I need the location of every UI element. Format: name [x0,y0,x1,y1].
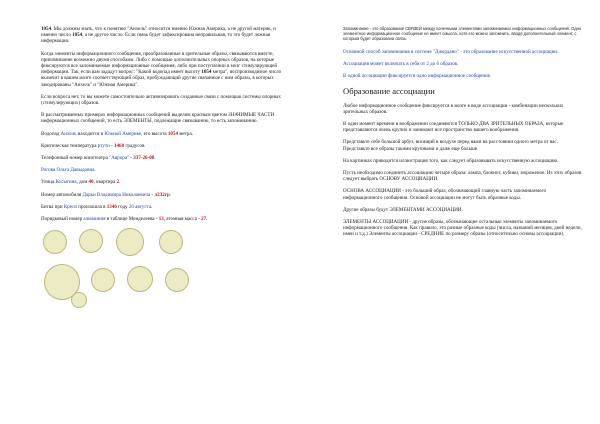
example-address: Улица Косыгина, дом 40, квартира 2. [41,179,121,186]
image-circle [159,230,183,254]
example-battle: Битва при Креси произошла в 1346 году 26 августа. [41,203,153,210]
right-column [343,26,583,244]
highlight: Анхель [60,130,77,137]
paragraph-9: ОСНОВА АССОЦИАЦИИ - это больший образ, обозначающий главную часть запоминаемого информационного сообщения. Основой ассоциации не могут быть образные коды. [343,188,547,201]
paragraph-association-size: Ассоциация может включать в себя от 2 до 6 образов. [343,61,459,68]
image-circle [127,266,153,292]
image-circle [165,268,189,292]
image-circle [71,292,87,308]
image-circle [79,229,103,253]
example-phone: Телефонный номер кинотеатра "Аврора" - 337-26-00. [41,155,156,162]
image-circle [43,230,67,254]
highlight: Дарьи Владимира Николаевича [82,191,151,198]
definition-note: Запоминание - это образование СВЯЗЕЙ между конечными элементами запоминаемых информационных сообщений. Одно элементное информационное сообщение не имеет смысла, хотя его можно запомнить, вводя дополнительный элемент, с которым будет образована связь. [343,26,582,41]
highlight: Южной Америке [104,130,142,137]
paragraph-5: В один момент времени в воображении соединяются ТОЛЬКО ДВА ЗРИТЕЛЬНЫХ ОБРАЗА, которые представляются очень крупно и занимают все пространство вашего воображения. [343,121,564,134]
highlight: 1054 [167,130,178,137]
example-aluminium: Порядковый номер алюминия в таблице Менделеева - 13, атомная масса - 27. [41,216,208,223]
highlight: Рогова Ольга Давыдовна [41,167,95,174]
paragraph-10: Другие образы будут ЭЛЕМЕНТАМИ АССОЦИАЦИИ. [343,206,463,213]
paragraph-main-method: Основной способ запоминания в системе "Джордано" - это образование искусственной ассоциации. [343,49,559,55]
highlight: Косыгина [55,179,77,186]
highlight: "Аврора" [109,155,130,162]
highlight: 13 [158,216,164,223]
highlight: алюминия [83,216,106,223]
paragraph-8: Пусть необходимо соединить ассоциацию четыре образа: лампа, блокнот, кубики, мороженое. Из этих образов следует выбрать ОСНОВУ АССОЦИАЦИИ. [343,170,582,183]
left-column [41,26,293,308]
paragraph-3: Если вопроса нет, то вы можете самостоятельно активизировать созданные связи с помощью системы опорных (стимулирующих) образов. [41,93,281,107]
number: 1054 [41,26,52,32]
paragraph-1: 1054. Мы должны знать, что к понятию "Анхель" относится именно Южная Америка, а не другой материк, и именно число 1054, а не другое число. Если связь будет зафиксирована неправильная, то это будет ложная информация. [41,26,276,45]
highlight: Креси [63,203,78,210]
highlight: л232гр [154,191,170,198]
example-waterfall: Водопад Анхель находится в Южной Америке, его высота 1054 метра. [41,130,193,137]
paragraph-one-message: В одной ассоциации фиксируется одно информационное сообщение. [343,73,492,80]
example-name: Рогова Ольга Давыдовна. [41,167,96,174]
highlight: 2 [116,179,120,186]
image-circle [91,268,115,292]
number: 1054 [201,69,212,76]
paragraph-2: Когда элементы информационного сообщения, преобразованные в зрительные образы, связываются вместе, припоминание возможно двумя способами. Либо с помощью дополнительных опорных образов, на которые фиксируются все запоминаемые информационные сообщения, либо при поступлении в мозг стимулирующей информации. Так, если вам зададут вопрос: "Какой водопад имеет высоту 1054 метра", воспроизводимое число включит в вашем мозге соответствующий образ, пробуждающий другие связанные с ним образы, в которых закодированы "Анхель" и "Южная Америка". [41,50,282,88]
highlight: 26 августа [128,203,152,210]
section-heading: Образование ассоциации [343,85,435,96]
highlight: 1346 [106,203,117,210]
example-mercury: Критическая температура ртути - 1460 градусов. [41,142,146,149]
paragraph-6: Представьте себе большой арбуз, висящий в воздухе перед вами на расстоянии одного метра от вас. Представьте все образы такими крупными и даже еще больше. [343,139,558,152]
paragraph-4: Любое информационное сообщение фиксируется в мозге в виде ассоциации - комбинации нескольких зрительных образов. [343,102,564,115]
highlight: 1460 [114,142,125,149]
paragraph-7: На картинках приводится иллюстрация того, как следует образовывать искусственную ассоциацию. [343,157,559,164]
number: 1054 [72,32,83,39]
highlight: 337-26-00 [133,155,155,162]
example-car: Номер автомобиля Дарьи Владимира Николаевича - л232гр. [41,191,172,198]
association-illustration [41,228,296,308]
paragraph-4: В рассматриваемых примерах информационных сообщений выделим красным цветом ЗНАЧИМЫЕ ЧАСТИ информационных сообщений, то есть ЭЛЕМЕНТЫ, подлежащие связыванию, то есть запоминанию. [41,112,275,125]
image-circle [116,228,144,256]
highlight: 40 [88,179,94,186]
paragraph-11: ЭЛЕМЕНТЫ АССОЦИАЦИИ - другие образы, обозначающие остальные элементы запоминаемого информационного сообщения. Как правило, это разные образные коды (числа, названий месяцев, дней недели, имен и т.д.) Элементы ассоциации - СРЕДНИЕ по размеру образы (относительно основы ассоциации). [343,219,582,238]
highlight: 27 [201,216,207,223]
highlight: ртути [97,142,110,149]
